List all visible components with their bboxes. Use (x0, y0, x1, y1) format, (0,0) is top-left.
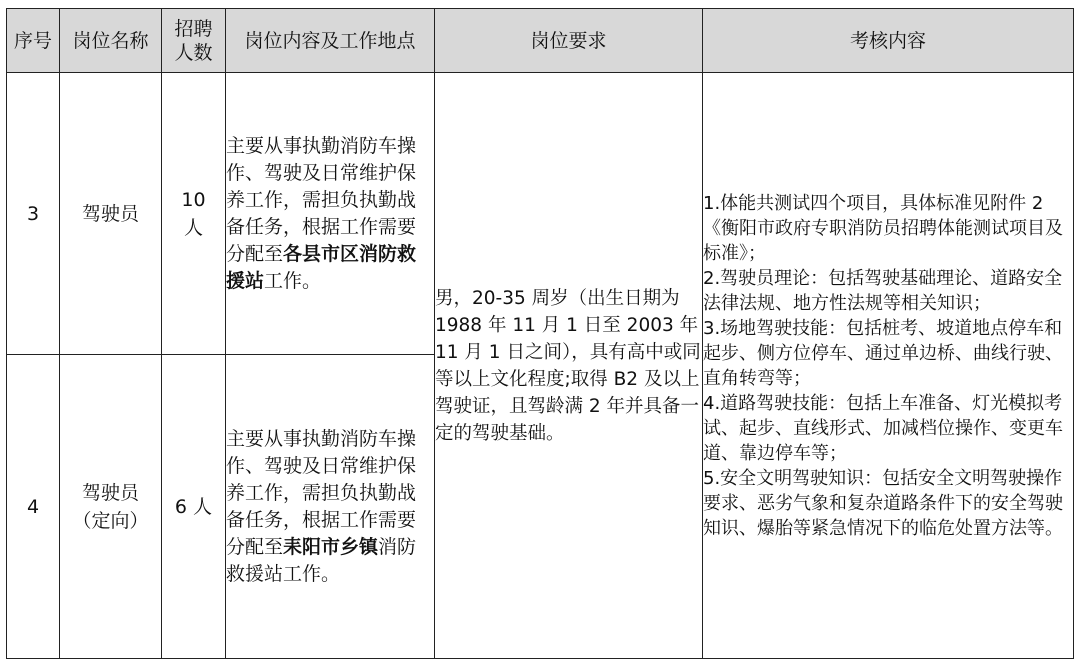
row-position-sub: （定向） (72, 509, 149, 532)
assessment-item-4: 4.道路驾驶技能：包括上车准备、灯光模拟考试、起步、直线形式、加减档位操作、变更车道、靠边停车等； (703, 392, 1063, 464)
row-position-name: 驾驶员 (81, 481, 139, 504)
row-count-line1: 10 (181, 188, 206, 211)
row-count (162, 355, 226, 659)
table-row (7, 73, 1074, 355)
row-content-text: 主要从事执勤消防车操作、驾驶及日常维护保养工作，需担负执勤战备任务，根据工作需要分配至 (226, 427, 417, 558)
header-count-line2: 人数 (174, 41, 213, 64)
row-seq: 3 (7, 73, 60, 355)
row-content-tail: 消防救援站工作。 (226, 535, 417, 585)
table-header-row (7, 9, 1074, 73)
header-seq: 序号 (7, 9, 60, 73)
header-position: 岗位名称 (60, 9, 162, 73)
row-content-location: 各县市区消防救援站 (226, 242, 417, 292)
header-count (162, 9, 226, 73)
assessment-item-3: 3.场地驾驶技能：包括桩考、坡道地点停车和起步、侧方位停车、通过单边桥、曲线行驶、直角转弯等； (703, 317, 1063, 389)
row-count-line2: 人 (183, 216, 203, 239)
recruitment-table (6, 8, 1074, 659)
assessment-item-5: 5.安全文明驾驶知识：包括安全文明驾驶操作要求、恶劣气象和复杂道路条件下的安全驾驶知识、爆胎等紧急情况下的临危处置方法等。 (703, 467, 1063, 539)
row-count (162, 73, 226, 355)
row-content-location: 耒阳市乡镇 (283, 535, 379, 558)
row-seq: 4 (7, 355, 60, 659)
header-content: 岗位内容及工作地点 (226, 9, 435, 73)
row-requirement: 男，20-35 周岁（出生日期为 1988 年 11 月 1 日至 2003 年 11 月 1 日之间），具有高中或同等以上文化程度;取得 B2 及以上驾驶证，且驾龄满 2 年并具备一定的驾驶基础。 (435, 73, 703, 659)
row-content (226, 73, 435, 355)
row-position (60, 355, 162, 659)
row-assessment (703, 73, 1074, 659)
row-count-line1: 6 人 (174, 495, 213, 518)
assessment-item-1: 1.体能共测试四个项目，具体标准见附件 2《衡阳市政府专职消防员招聘体能测试项目及标准》； (703, 192, 1063, 264)
header-assessment: 考核内容 (703, 9, 1074, 73)
header-count-line1: 招聘 (174, 17, 213, 40)
row-position-name: 驾驶员 (81, 202, 139, 225)
row-content-tail: 工作。 (264, 269, 322, 292)
row-position (60, 73, 162, 355)
assessment-item-2: 2.驾驶员理论：包括驾驶基础理论、道路安全法律法规、地方性法规等相关知识； (703, 267, 1063, 314)
row-content (226, 355, 435, 659)
header-requirement: 岗位要求 (435, 9, 703, 73)
row-content-text: 主要从事执勤消防车操作、驾驶及日常维护保养工作，需担负执勤战备任务，根据工作需要分配至 (226, 134, 417, 265)
